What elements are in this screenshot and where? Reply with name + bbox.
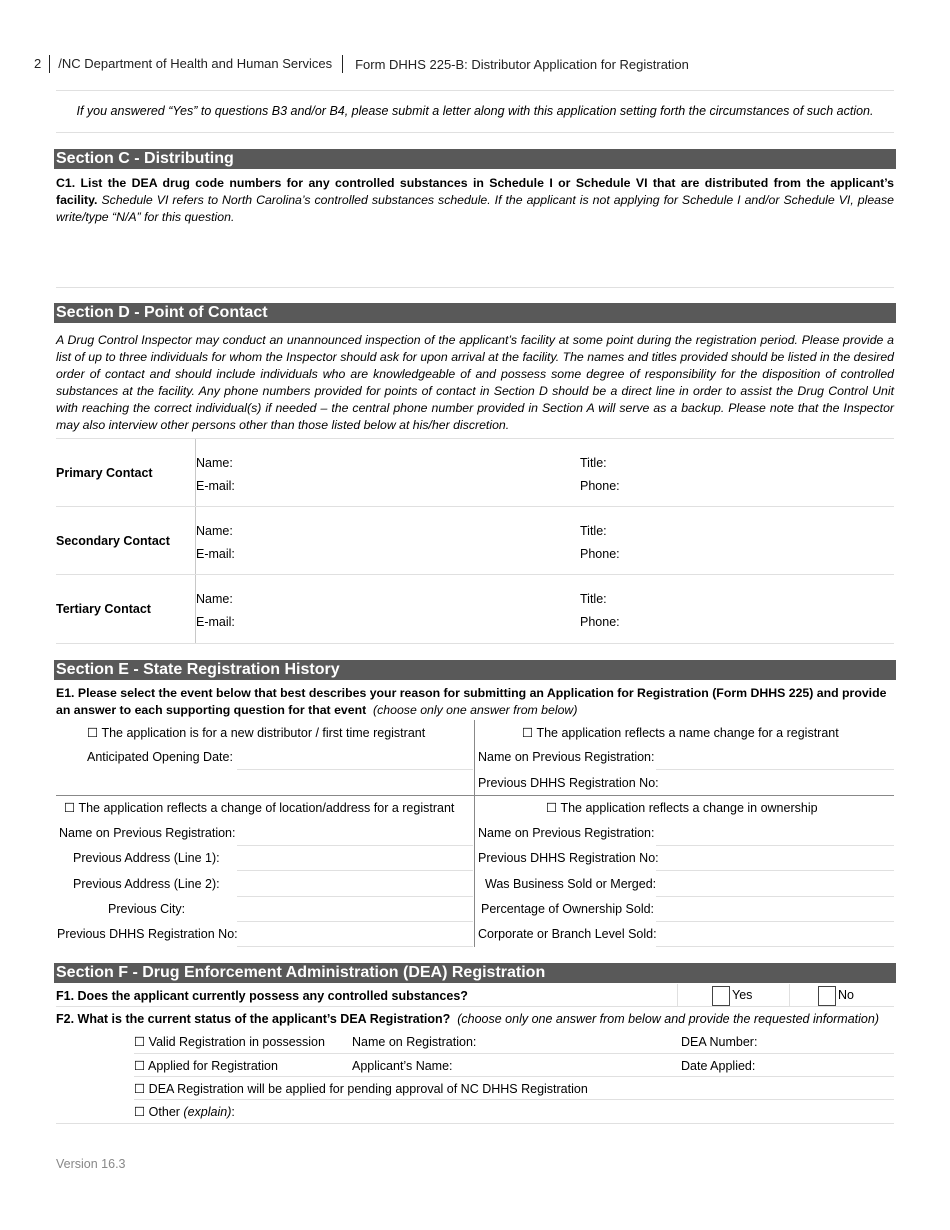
prev-city-label: Previous City:: [108, 902, 186, 916]
question-f2: [56, 1007, 879, 1032]
question-c1-note: Schedule VI refers to North Carolina’s controlled substances schedule. If the applicant is not applying for Schedule I and/or Schedule VI, please write/type “N/A” for this question.: [56, 193, 894, 224]
field-line[interactable]: [237, 870, 473, 871]
field-line[interactable]: [656, 769, 894, 770]
field-line[interactable]: [56, 1123, 894, 1124]
email-field[interactable]: E-mail:: [196, 479, 235, 493]
question-e1-text: E1. Please select the event below that best describes your reason for submitting an Application for Registration (Form DHHS 225) and provide an answer to each supporting question for that event: [56, 686, 887, 717]
dea-number-label: DEA Number:: [681, 1035, 758, 1049]
name-field[interactable]: Name:: [196, 592, 233, 606]
title-field[interactable]: Title:: [580, 524, 607, 538]
section-d-header: Section D - Point of Contact: [54, 303, 896, 323]
other-colon: :: [231, 1105, 235, 1119]
name-change-checkbox[interactable]: ☐ The application reflects a name change for a registrant: [522, 726, 839, 740]
other-checkbox[interactable]: [134, 1100, 235, 1125]
question-e1: [56, 685, 894, 719]
field-line[interactable]: [656, 921, 894, 922]
date-applied-label: Date Applied:: [681, 1059, 756, 1073]
prev-address1-label: Previous Address (Line 1):: [73, 851, 220, 865]
field-line[interactable]: [237, 845, 473, 846]
applied-registration-checkbox[interactable]: ☐ Applied for Registration: [134, 1059, 278, 1073]
question-f2-text: F2. What is the current status of the applicant’s DEA Registration?: [56, 1012, 451, 1026]
version-label: Version 16.3: [56, 1157, 126, 1171]
section-c-header: Section C - Distributing: [54, 149, 896, 169]
phone-field[interactable]: Phone:: [580, 479, 620, 493]
pending-registration-checkbox[interactable]: ☐ DEA Registration will be applied for pending approval of NC DHHS Registration: [134, 1082, 588, 1096]
question-f1: F1. Does the applicant currently possess any controlled substances?: [56, 989, 468, 1003]
contact-label: Tertiary Contact: [56, 602, 151, 616]
question-e1-note: (choose only one answer from below): [373, 703, 578, 717]
field-line[interactable]: [237, 946, 473, 947]
contact-label: Secondary Contact: [56, 534, 170, 548]
title-field[interactable]: Title:: [580, 456, 607, 470]
prev-dhhs-no-label: Previous DHHS Registration No:: [478, 851, 659, 865]
yes-checkbox[interactable]: [712, 986, 730, 1006]
name-field[interactable]: Name:: [196, 524, 233, 538]
primary-contact-row: [56, 438, 894, 507]
question-c1-text: C1. List the DEA drug code numbers for any controlled substances in Schedule I or Schedule VI that are distributed from the applicant’s facility.: [56, 176, 894, 207]
email-field[interactable]: E-mail:: [196, 547, 235, 561]
cell-divider: [789, 984, 790, 1006]
phone-field[interactable]: Phone:: [580, 615, 620, 629]
page-number: 2: [34, 55, 50, 73]
new-distributor-checkbox[interactable]: ☐ The application is for a new distributor / first time registrant: [87, 726, 426, 740]
name-field[interactable]: Name:: [196, 456, 233, 470]
field-line[interactable]: [656, 870, 894, 871]
tertiary-contact-row: [56, 574, 894, 644]
pct-sold-label: Percentage of Ownership Sold:: [481, 902, 655, 916]
email-field[interactable]: E-mail:: [196, 615, 235, 629]
f1-no-option[interactable]: [818, 983, 854, 1008]
divider: [56, 132, 894, 133]
divider: [56, 90, 894, 91]
secondary-contact-row: [56, 506, 894, 575]
name-prev-reg-label: Name on Previous Registration:: [59, 826, 236, 840]
ownership-change-checkbox[interactable]: ☐ The application reflects a change in ownership: [546, 801, 818, 815]
field-line[interactable]: [237, 896, 473, 897]
field-line[interactable]: [237, 921, 473, 922]
name-prev-reg-label: Name on Previous Registration:: [478, 826, 655, 840]
field-line[interactable]: [656, 896, 894, 897]
name-prev-reg-label: Name on Previous Registration:: [478, 750, 655, 764]
no-checkbox[interactable]: [818, 986, 836, 1006]
section-f-header: Section F - Drug Enforcement Administration (DEA) Registration: [54, 963, 896, 983]
column-divider: [474, 720, 475, 947]
question-f2-note: (choose only one answer from below and provide the requested information): [457, 1012, 879, 1026]
no-label: No: [838, 988, 854, 1002]
field-line[interactable]: [237, 769, 473, 770]
field-line[interactable]: [656, 946, 894, 947]
question-c1: [56, 175, 894, 226]
form-title: Form DHHS 225-B: Distributor Application for Registration: [355, 56, 689, 72]
name-on-registration-label: Name on Registration:: [352, 1035, 477, 1049]
department-name: /NC Department of Health and Human Services: [58, 55, 343, 73]
prev-dhhs-no-label: Previous DHHS Registration No:: [57, 927, 238, 941]
valid-registration-checkbox[interactable]: ☐ Valid Registration in possession: [134, 1035, 325, 1049]
prev-address2-label: Previous Address (Line 2):: [73, 877, 220, 891]
other-label: ☐ Other: [134, 1105, 184, 1119]
prev-dhhs-no-label: Previous DHHS Registration No:: [478, 776, 659, 790]
f1-yes-option[interactable]: [712, 983, 752, 1008]
contact-label: Primary Contact: [56, 466, 153, 480]
contact-fields: [195, 507, 895, 575]
yes-label: Yes: [732, 988, 753, 1002]
contact-fields: [195, 575, 895, 643]
applicant-name-label: Applicant’s Name:: [352, 1059, 453, 1073]
field-line[interactable]: [656, 845, 894, 846]
page-header: [34, 55, 689, 73]
title-field[interactable]: Title:: [580, 592, 607, 606]
section-e-header: Section E - State Registration History: [54, 660, 896, 680]
answer-line-c1[interactable]: [56, 287, 894, 288]
other-explain: (explain): [183, 1105, 232, 1119]
field-line: [134, 1099, 894, 1100]
notice-text: If you answered “Yes” to questions B3 and/or B4, please submit a letter along with this application setting forth the circumstances of such action.: [76, 104, 874, 118]
sold-merged-label: Was Business Sold or Merged:: [485, 877, 657, 891]
cell-divider: [677, 984, 678, 1006]
corp-branch-label: Corporate or Branch Level Sold:: [478, 927, 657, 941]
anticipated-opening-label: Anticipated Opening Date:: [87, 750, 233, 764]
contact-fields: [195, 439, 895, 507]
section-d-intro: A Drug Control Inspector may conduct an unannounced inspection of the applicant’s facility at some point during the registration period. Please provide a list of up to three individuals for whom the Inspector should ask for upon arrival at the facility. The names and titles provided should be listed in the desired order of contact and should include individuals who are knowledgeable of and possess some degree of responsibility for the disposition of controlled substances at the facility. Any phone numbers provided for points of contact in Section D should be a direct line in order to assist the Drug Control Unit with reaching the correct individual(s) if needed – the central phone number provided in Section A will serve as a backup. Please note that the Inspector may also interview other persons other than those listed below at his/her discretion.: [56, 333, 894, 432]
phone-field[interactable]: Phone:: [580, 547, 620, 561]
location-change-checkbox[interactable]: ☐ The application reflects a change of location/address for a registrant: [64, 801, 455, 815]
